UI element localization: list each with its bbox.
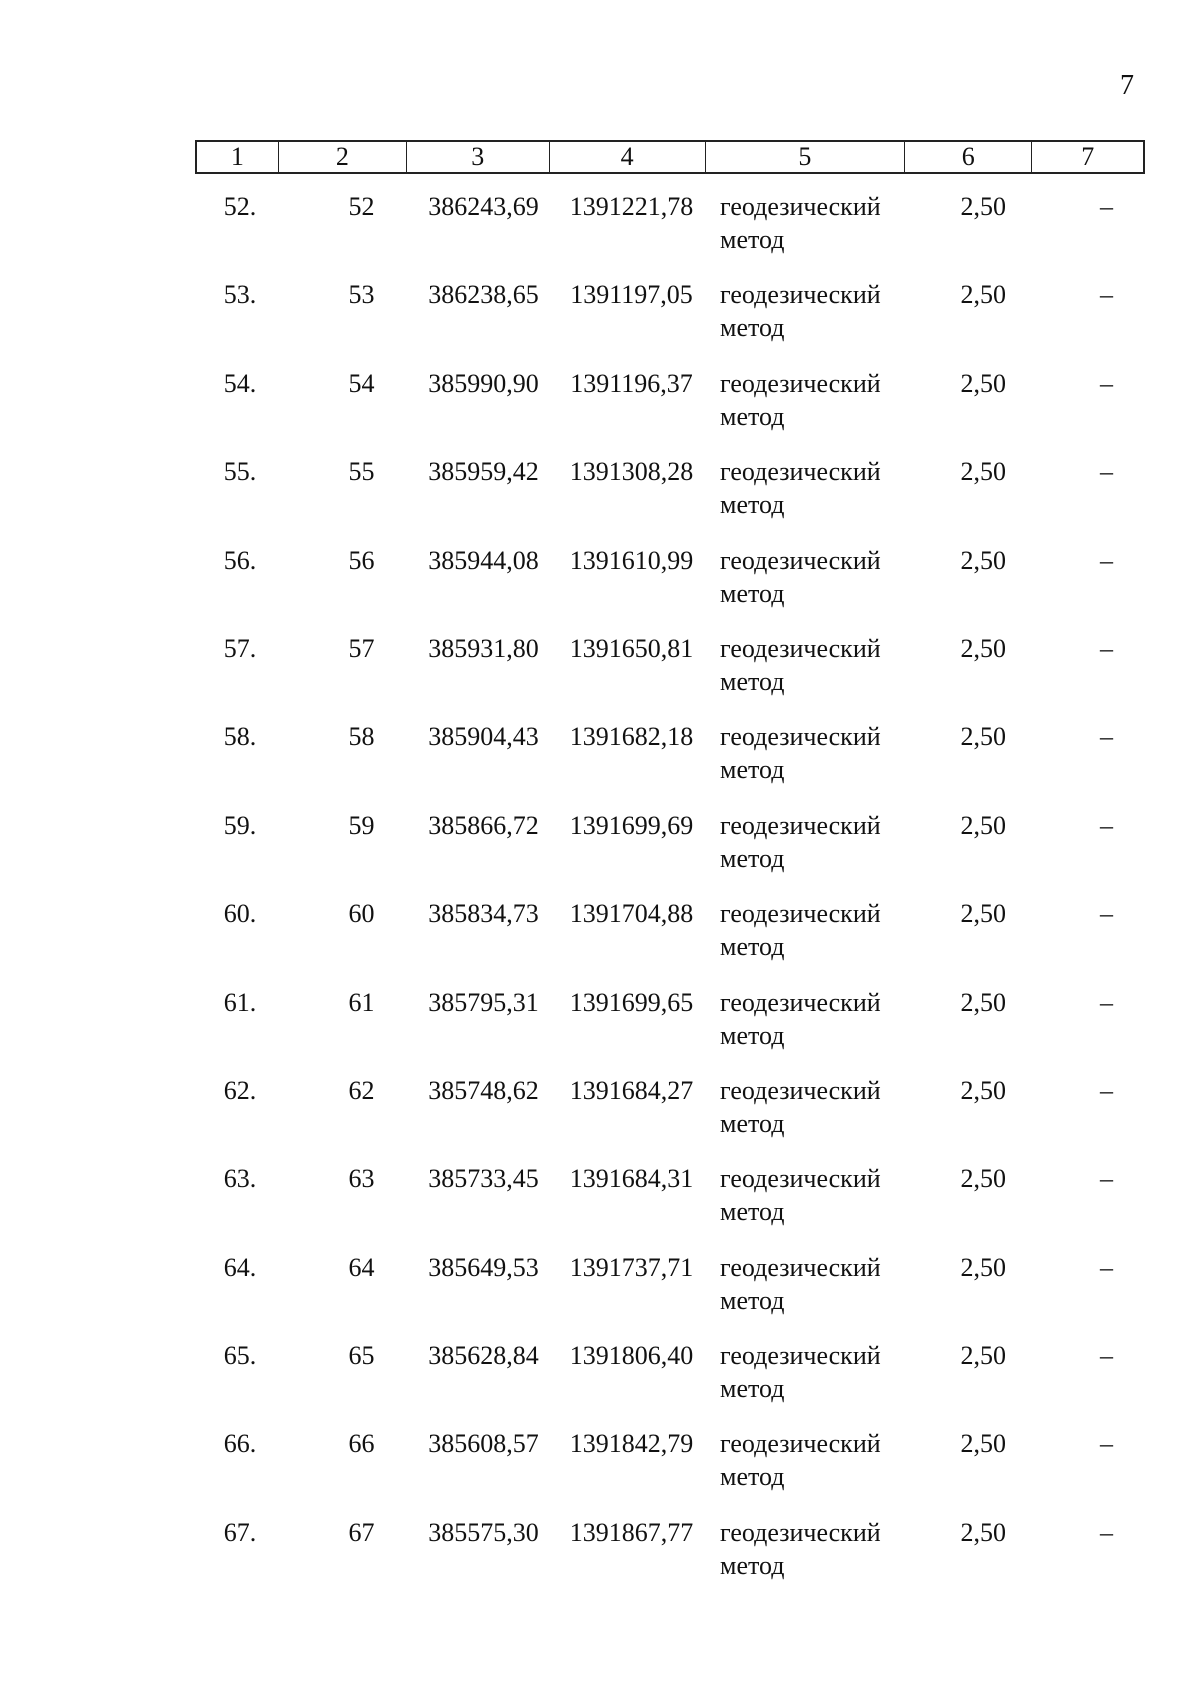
- accuracy: 2,50: [960, 633, 1006, 663]
- accuracy: 2,50: [960, 722, 1006, 752]
- header-cell-6: 6: [905, 142, 1032, 172]
- method-line-2: метод: [720, 755, 785, 785]
- point-id: 65: [348, 1341, 375, 1371]
- accuracy: 2,50: [960, 457, 1006, 487]
- note: –: [1100, 1075, 1113, 1105]
- point-id: 66: [348, 1429, 375, 1459]
- row-number: 61.: [223, 987, 257, 1017]
- method-line-1: геодезический: [720, 457, 881, 487]
- table-body: [195, 190, 1145, 1604]
- row-number: 58.: [223, 722, 257, 752]
- coordinate-x: 385575,30: [428, 1517, 539, 1547]
- method: [706, 190, 906, 278]
- coordinate-y: 1391196,37: [570, 368, 693, 398]
- method-line-1: геодезический: [720, 810, 881, 840]
- note: –: [1100, 1429, 1113, 1459]
- row-number: 59.: [223, 810, 257, 840]
- method: [706, 809, 906, 897]
- method: [706, 632, 906, 720]
- coordinate-x: 385944,08: [428, 545, 539, 575]
- point-id: 64: [348, 1252, 375, 1282]
- coordinate-x: 385733,45: [428, 1164, 539, 1194]
- method-line-1: геодезический: [720, 368, 881, 398]
- table-header: [195, 140, 1145, 174]
- coordinate-y: 1391867,77: [569, 1517, 694, 1547]
- coordinate-y: 1391682,18: [569, 722, 694, 752]
- point-id: 53: [348, 280, 375, 310]
- coordinate-x: 385748,62: [428, 1075, 539, 1105]
- coordinate-y: 1391684,27: [569, 1075, 694, 1105]
- note: –: [1100, 545, 1113, 575]
- method: [706, 1427, 906, 1515]
- table-row: [195, 278, 1145, 366]
- coordinate-x: 385608,57: [428, 1429, 539, 1459]
- method: [706, 1516, 906, 1604]
- accuracy: 2,50: [960, 280, 1006, 310]
- note: –: [1100, 280, 1113, 310]
- table-row: [195, 1427, 1145, 1515]
- method-line-2: метод: [720, 1550, 785, 1580]
- row-number: 57.: [223, 633, 257, 663]
- method-line-1: геодезический: [720, 1429, 881, 1459]
- note: –: [1100, 633, 1113, 663]
- table-row: [195, 1162, 1145, 1250]
- method-line-2: метод: [720, 313, 785, 343]
- method-line-2: метод: [720, 1285, 785, 1315]
- method: [706, 897, 906, 985]
- method: [706, 1251, 906, 1339]
- method-line-2: метод: [720, 1108, 785, 1138]
- row-number: 55.: [223, 457, 257, 487]
- method: [706, 1162, 906, 1250]
- table-row: [195, 190, 1145, 278]
- method: [706, 278, 906, 366]
- accuracy: 2,50: [960, 810, 1006, 840]
- method-line-1: геодезический: [720, 987, 881, 1017]
- method: [706, 367, 906, 455]
- method-line-1: геодезический: [720, 1164, 881, 1194]
- method-line-2: метод: [720, 1462, 785, 1492]
- point-id: 55: [348, 457, 375, 487]
- coordinate-y: 1391197,05: [570, 280, 693, 310]
- coordinate-x: 385649,53: [428, 1252, 539, 1282]
- table-row: [195, 809, 1145, 897]
- method: [706, 720, 906, 808]
- point-id: 62: [348, 1075, 375, 1105]
- point-id: 63: [348, 1164, 375, 1194]
- note: –: [1100, 192, 1113, 221]
- method: [706, 455, 906, 543]
- table-row: [195, 632, 1145, 720]
- method-line-2: метод: [720, 1374, 785, 1404]
- note: –: [1100, 987, 1113, 1017]
- coordinate-y: 1391737,71: [569, 1252, 694, 1282]
- coordinate-y: 1391308,28: [569, 457, 694, 487]
- accuracy: 2,50: [960, 545, 1006, 575]
- accuracy: 2,50: [960, 368, 1006, 398]
- point-id: 61: [348, 987, 375, 1017]
- table-row: [195, 1339, 1145, 1427]
- coordinate-x: 386243,69: [428, 192, 539, 221]
- table-row: [195, 720, 1145, 808]
- coordinate-x: 385931,80: [428, 633, 539, 663]
- method-line-1: геодезический: [720, 280, 881, 310]
- method-line-2: метод: [720, 490, 785, 520]
- table-row: [195, 986, 1145, 1074]
- method-line-2: метод: [720, 1020, 785, 1050]
- accuracy: 2,50: [960, 1341, 1006, 1371]
- method-line-1: геодезический: [720, 545, 881, 575]
- method-line-1: геодезический: [720, 1517, 881, 1547]
- method: [706, 986, 906, 1074]
- method-line-1: геодезический: [720, 722, 881, 752]
- note: –: [1100, 1341, 1113, 1371]
- point-id: 60: [348, 899, 375, 929]
- header-cell-5: 5: [706, 142, 905, 172]
- note: –: [1100, 1252, 1113, 1282]
- accuracy: 2,50: [960, 192, 1006, 221]
- note: –: [1100, 368, 1113, 398]
- row-number: 60.: [223, 899, 257, 929]
- point-id: 59: [348, 810, 375, 840]
- table-row: [195, 455, 1145, 543]
- coordinate-y: 1391684,31: [569, 1164, 694, 1194]
- row-number: 67.: [223, 1517, 257, 1547]
- header-cell-7: 7: [1081, 142, 1095, 171]
- accuracy: 2,50: [960, 899, 1006, 929]
- point-id: 58: [348, 722, 375, 752]
- accuracy: 2,50: [960, 987, 1006, 1017]
- coordinate-x: 385628,84: [428, 1341, 539, 1371]
- note: –: [1100, 1517, 1113, 1547]
- note: –: [1100, 810, 1113, 840]
- table-row: [195, 1516, 1145, 1604]
- row-number: 52.: [223, 192, 257, 221]
- coordinate-x: 385990,90: [428, 368, 539, 398]
- row-number: 63.: [223, 1164, 257, 1194]
- header-cell-1: 1: [197, 142, 279, 172]
- row-number: 64.: [223, 1252, 257, 1282]
- row-number: 54.: [223, 368, 257, 398]
- coordinate-y: 1391842,79: [569, 1429, 694, 1459]
- coordinate-y: 1391610,99: [569, 545, 694, 575]
- table-row: [195, 367, 1145, 455]
- row-number: 56.: [223, 545, 257, 575]
- point-id: 67: [348, 1517, 375, 1547]
- coordinate-y: 1391699,69: [569, 810, 694, 840]
- header-cell-4: 4: [550, 142, 706, 172]
- row-number: 65.: [223, 1341, 257, 1371]
- coordinate-y: 1391221,78: [569, 192, 694, 221]
- point-id: 54: [348, 368, 375, 398]
- note: –: [1100, 722, 1113, 752]
- method: [706, 1339, 906, 1427]
- accuracy: 2,50: [960, 1429, 1006, 1459]
- method-line-2: метод: [720, 578, 785, 608]
- method-line-2: метод: [720, 225, 785, 254]
- header-cell-3: 3: [407, 142, 549, 172]
- method: [706, 544, 906, 632]
- coordinate-x: 385795,31: [428, 987, 539, 1017]
- method-line-1: геодезический: [720, 633, 881, 663]
- page-number: 7: [1120, 70, 1134, 101]
- method-line-1: геодезический: [720, 899, 881, 929]
- coordinate-x: 385866,72: [428, 810, 539, 840]
- point-id: 57: [348, 633, 375, 663]
- table-row: [195, 544, 1145, 632]
- method: [706, 1074, 906, 1162]
- header-cell-2: 2: [279, 142, 407, 172]
- point-id: 52: [348, 192, 375, 221]
- coordinate-x: 385904,43: [428, 722, 539, 752]
- coordinate-x: 385959,42: [428, 457, 539, 487]
- coordinate-x: 386238,65: [428, 280, 539, 310]
- method-line-1: геодезический: [720, 1075, 881, 1105]
- note: –: [1100, 899, 1113, 929]
- coordinate-y: 1391704,88: [569, 899, 694, 929]
- method-line-1: геодезический: [720, 192, 881, 221]
- note: –: [1100, 1164, 1113, 1194]
- accuracy: 2,50: [960, 1252, 1006, 1282]
- row-number: 62.: [223, 1075, 257, 1105]
- note: –: [1100, 457, 1113, 487]
- row-number: 53.: [223, 280, 257, 310]
- method-line-2: метод: [720, 932, 785, 962]
- coordinate-y: 1391650,81: [569, 633, 694, 663]
- method-line-2: метод: [720, 843, 785, 873]
- table-row: [195, 1251, 1145, 1339]
- table-row: [195, 897, 1145, 985]
- method-line-2: метод: [720, 666, 785, 696]
- coordinate-x: 385834,73: [428, 899, 539, 929]
- method-line-2: метод: [720, 1197, 785, 1227]
- table-row: [195, 1074, 1145, 1162]
- point-id: 56: [348, 545, 375, 575]
- accuracy: 2,50: [960, 1517, 1006, 1547]
- coordinate-y: 1391806,40: [569, 1341, 694, 1371]
- accuracy: 2,50: [960, 1075, 1006, 1105]
- row-number: 66.: [223, 1429, 257, 1459]
- method-line-2: метод: [720, 401, 785, 431]
- method-line-1: геодезический: [720, 1252, 881, 1282]
- accuracy: 2,50: [960, 1164, 1006, 1194]
- method-line-1: геодезический: [720, 1341, 881, 1371]
- coordinate-y: 1391699,65: [569, 987, 694, 1017]
